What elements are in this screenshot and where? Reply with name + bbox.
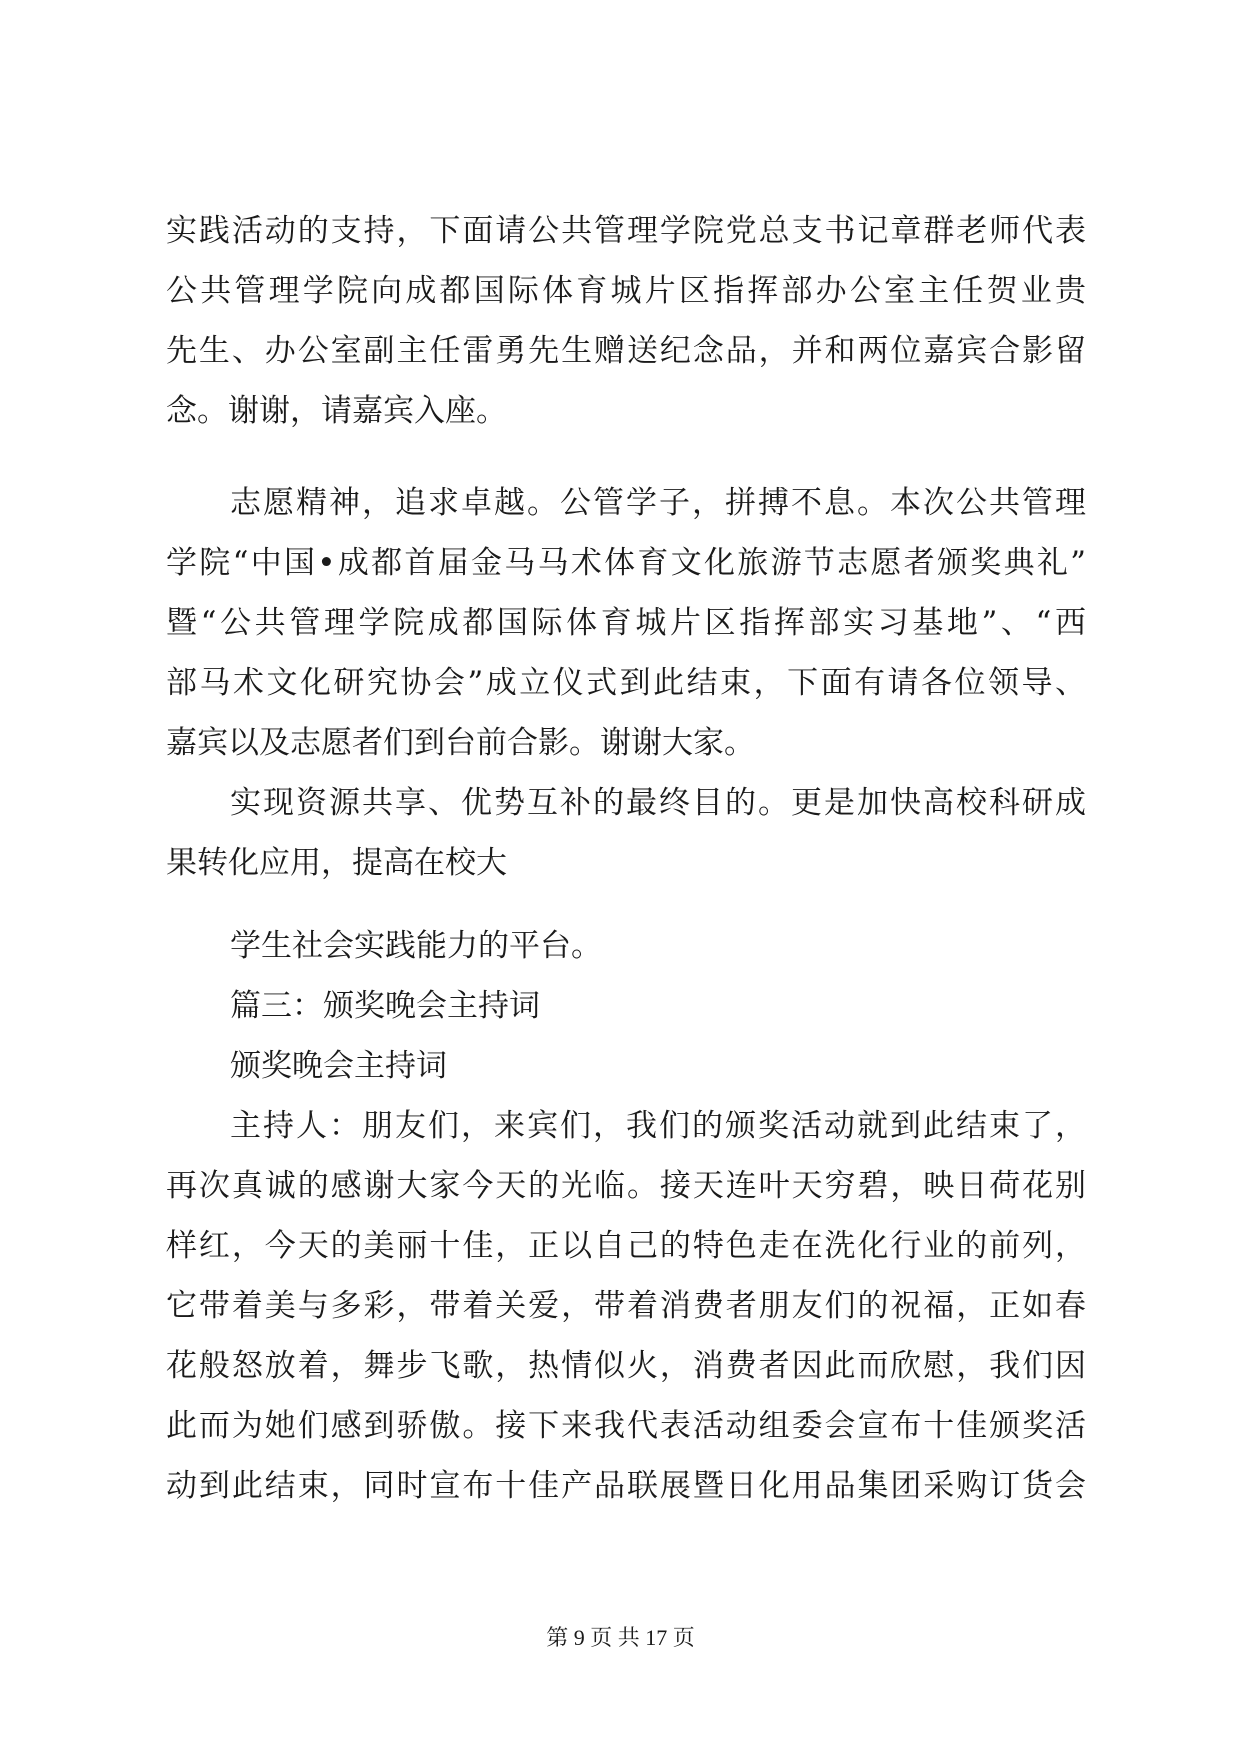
text-line: 实践活动的支持，下面请公共管理学院党总支书记章群老师代表 [166,213,1086,249]
text-line: 果转化应用，提高在校大 [166,845,507,881]
text-line: 此而为她们感到骄傲。接下来我代表活动组委会宣布十佳颁奖活 [166,1408,1086,1444]
text-line: 部马术文化研究协会”成立仪式到此结束，下面有请各位领导、 [166,665,1086,701]
page-number-footer: 第 9 页 共 17 页 [546,1625,695,1650]
text-line: 学生社会实践能力的平台。 [230,928,602,964]
text-line: 样红，今天的美丽十佳，正以自己的特色走在洗化行业的前列， [166,1228,1086,1264]
text-line: 公共管理学院向成都国际体育城片区指挥部办公室主任贺业贵 [166,273,1086,309]
paragraph-first-line: 志愿精神，追求卓越。公管学子，拼搏不息。本次公共管理 [230,485,1086,521]
text-line: 花般怒放着，舞步飞歌，热情似火，消费者因此而欣慰，我们因 [166,1348,1086,1384]
text-line: 学院“中国•成都首届金马马术体育文化旅游节志愿者颁奖典礼” [166,545,1086,581]
text-line: 暨“公共管理学院成都国际体育城片区指挥部实习基地”、“西 [166,605,1086,641]
text-line: 再次真诚的感谢大家今天的光临。接天连叶天穷碧，映日荷花别 [166,1168,1086,1204]
section-heading: 篇三：颁奖晚会主持词 [230,988,540,1024]
text-line: 动到此结束，同时宣布十佳产品联展暨日化用品集团采购订货会 [166,1468,1086,1504]
paragraph-first-line: 实现资源共享、优势互补的最终目的。更是加快高校科研成 [230,785,1086,821]
text-line: 先生、办公室副主任雷勇先生赠送纪念品，并和两位嘉宾合影留 [166,333,1086,369]
text-line: 嘉宾以及志愿者们到台前合影。谢谢大家。 [166,725,755,761]
paragraph-first-line: 主持人：朋友们，来宾们，我们的颁奖活动就到此结束了， [230,1108,1086,1144]
text-line: 念。谢谢，请嘉宾入座。 [166,393,507,429]
text-line: 它带着美与多彩，带着关爱，带着消费者朋友们的祝福，正如春 [166,1288,1086,1324]
section-title: 颁奖晚会主持词 [230,1048,447,1084]
